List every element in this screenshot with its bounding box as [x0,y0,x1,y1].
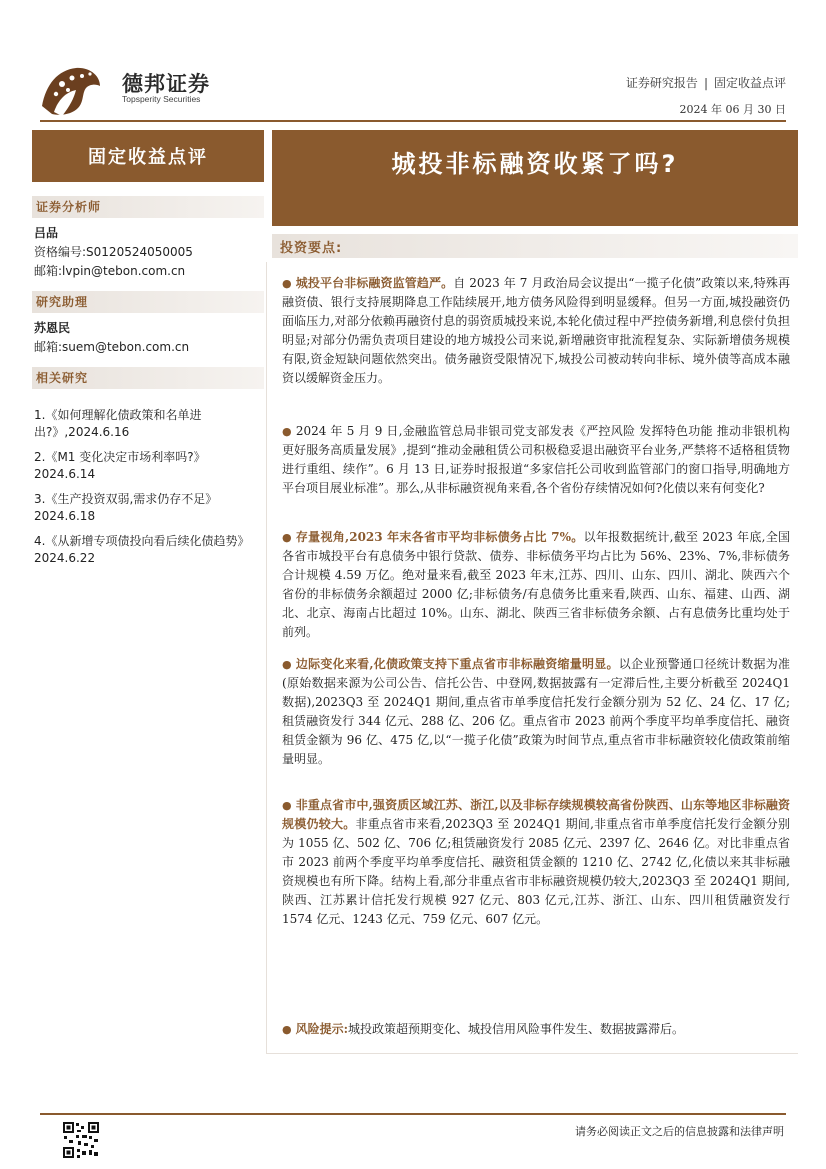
paragraph-highlight: 存量视角,2023 年末各省市平均非标债务占比 7%。 [295,530,584,544]
report-category-short: 固定收益点评 [713,76,786,90]
assistant-name: 苏恩民 [34,321,71,335]
analyst-name: 吕品 [34,226,59,240]
analyst-section-label: 证券分析师 [32,196,264,218]
analyst-license: 资格编号:S0120524050005 [34,245,193,259]
legal-disclaimer: 请务必阅读正文之后的信息披露和法律声明 [575,1125,784,1138]
report-type [626,74,786,91]
related-item[interactable]: 1.《如何理解化债政策和名单进出?》,2024.6.16 [34,408,202,439]
bullet-icon: ● [282,799,292,812]
key-points-header [272,234,798,258]
report-date: 2024 年 06 月 30 日 [679,103,786,116]
bullet-icon: ● [282,425,292,438]
separator: | [703,76,708,90]
risk-warning [282,1020,790,1039]
bullet-icon: ● [282,1023,292,1036]
related-section-label: 相关研究 [32,367,264,389]
key-points-label: 投资要点: [280,241,343,256]
header-divider [40,120,786,122]
key-point-paragraph [282,422,790,498]
paragraph-text: 2024 年 5 月 9 日,金融监管总局非银司党支部发表《严控风险 发挥特色功能 推动非银机构更好服务高质量发展》,提到“推动金融租赁公司积极稳妥退出融资平台业务,严禁将不适格租赁物进行重组、续作”。6 月 13 日,证券时报报道“多家信托公司收到监管部门的窗口指导,明确地方平台项目展业标准”。那么,从非标融资视角来看,各个省份存续情况如何?化债以来有何变化? [282,424,790,495]
paragraph-highlight: 边际变化来看,化债政策支持下重点省市非标融资缩量明显。 [295,657,619,671]
key-point-paragraph [282,796,790,929]
qr-code-icon [62,1121,100,1159]
related-item[interactable]: 3.《生产投资双弱,需求仍存不足》2024.6.18 [34,492,218,523]
related-item[interactable]: 2.《M1 变化决定市场利率吗?》2024.6.14 [34,450,206,481]
brand-name: 德邦证券 [122,72,210,96]
assistant-section-label: 研究助理 [32,291,264,313]
key-point-paragraph [282,528,790,642]
sidebar [32,196,264,575]
bullet-icon: ● [282,658,292,671]
key-point-paragraph [282,655,790,769]
brand-name-en: Topsperity Securities [122,94,201,104]
assistant-email[interactable]: 邮箱:suem@tebon.com.cn [34,340,190,354]
bullet-icon: ● [282,531,292,544]
paragraph-text: 非重点省市来看,2023Q3 至 2024Q1 期间,非重点省市单季度信托发行金额分别为 1055 亿、502 亿、706 亿;租赁融资发行 2085 亿元、2397 亿、2646 亿。对比非重点省市 2023 前两个季度平均单季度信托、融资租赁金额的 1210 亿、2742 亿,化债以来其非标融资规模也有所下降。结构上看,部分非重点省市非标融资规模仍较大,2023Q3 至 2024Q1 期间,陕西、江苏累计信托发行规模 927 亿元、803 亿元,江苏、浙江、山东、四川租赁融资发行 1574 亿元、1243 亿元、759 亿元、607 亿元。 [282,817,790,926]
bullet-icon: ● [282,277,292,290]
page-title: 城投非标融资收紧了吗? [391,150,679,178]
title-banner [272,130,798,226]
leopard-logo-icon [40,62,102,120]
risk-text: 城投政策超预期变化、城投信用风险事件发生、数据披露滞后。 [348,1022,685,1036]
related-list [32,407,264,567]
paragraph-text: 以企业预警通口径统计数据为准(原始数据来源为公司公告、信托公告、中登网,数据披露有一定滞后性,主要分析截至 2024Q1 数据),2023Q3 至 2024Q1 期间,重点省市单季度信托发行金额分别为 52 亿、24 亿、17 亿;租赁融资发行 344 亿元、288 亿、206 亿。重点省市 2023 前两个季度平均单季度信托、融资租赁金额为 96 亿、475 亿,以“一揽子化债”政策为时间节点,重点省市非标融资较化债政策前缩量明显。 [282,657,790,766]
category-label: 固定收益点评 [32,130,264,182]
footer-divider [40,1113,786,1115]
analyst-email[interactable]: 邮箱:lvpin@tebon.com.cn [34,264,186,278]
paragraph-text: 自 2023 年 7 月政治局会议提出“一揽子化债”政策以来,特殊再融资债、银行支持展期降息工作陆续展开,地方债务风险得到明显缓释。但另一方面,城投融资仍面临压力,对部分依赖再融资付息的弱资质城投来说,本轮化债过程中严控债务新增,利息偿付负担明显;对部分仍需负责项目建设的地方城投公司来说,新增融资审批流程复杂、实际新增债务规模有限,资金短缺问题依然突出。债务融资受限情况下,城投公司被动转向非标、境外债等高成本融资以缓解资金压力。 [282,276,790,385]
paragraph-text: 以年报数据统计,截至 2023 年底,全国各省市城投平台有息债务中银行贷款、债券、非标债务平均占比为 56%、23%、7%,非标债务合计规模 4.59 万亿。绝对量来看,截至 2023 年末,江苏、四川、山东、四川、湖北、陕西六个省份的非标债务余额超过 2000 亿;非标债务/有息债务比重来看,陕西、山东、福建、山西、湖北、北京、海南占比超过 10%。山东、湖北、陕西三省非标债务余额、占有息债务比重均处于前列。 [282,530,790,639]
key-point-paragraph [282,274,790,388]
related-item[interactable]: 4.《从新增专项债投向看后续化债趋势》2024.6.22 [34,534,250,565]
risk-label: 风险提示: [295,1022,349,1036]
paragraph-highlight: 非重点省市中,强资质区域江苏、浙江,以及非标存续规模较高省份陕西、山东等地区非标融资规模仍较大。 [282,798,790,831]
paragraph-highlight: 城投平台非标融资监管趋严。 [295,276,454,290]
report-kind: 证券研究报告 [625,76,698,90]
